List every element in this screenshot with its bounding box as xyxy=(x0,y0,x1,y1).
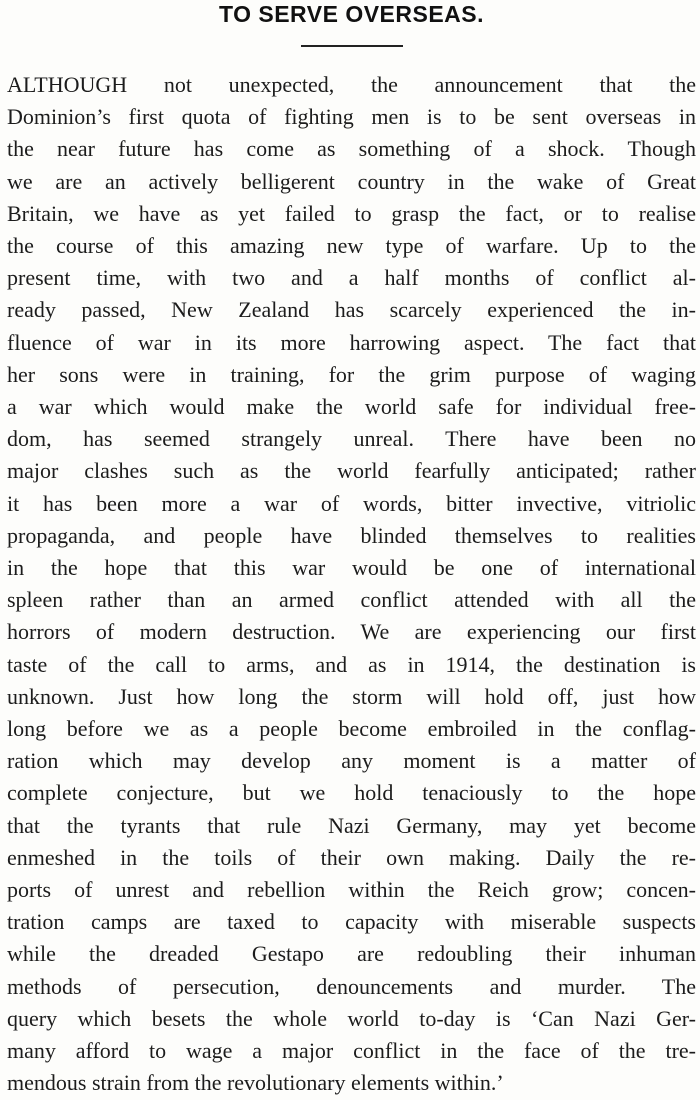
text-line: the near future has come as something of a shock. Though xyxy=(7,136,696,162)
text-line: Britain, we have as yet failed to grasp the fact, or to realise xyxy=(7,200,696,226)
text-line: mendous strain from the revolutionary elements within.’ xyxy=(7,1070,504,1096)
text-line: enmeshed in the toils of their own making. Daily the re- xyxy=(7,844,696,870)
text-line: ports of unrest and rebellion within the Reich grow; concen- xyxy=(7,877,696,903)
text-line: in the hope that this war would be one of international xyxy=(7,555,696,581)
text-line: Dominion’s first quota of fighting men is to be sent overseas in xyxy=(7,104,696,130)
text-line: query which besets the whole world to-day is ‘Can Nazi Ger- xyxy=(7,1005,696,1031)
article-paragraph xyxy=(7,69,696,1100)
text-line: complete conjecture, but we hold tenaciously to the hope xyxy=(7,780,696,806)
text-line: present time, with two and a half months of conflict al- xyxy=(7,265,696,291)
text-line: her sons were in training, for the grim purpose of waging xyxy=(7,361,696,387)
text-line: taste of the call to arms, and as in 1914, the destination is xyxy=(7,651,696,677)
text-line: spleen rather than an armed conflict attended with all the xyxy=(7,587,696,613)
headline: TO SERVE OVERSEAS. xyxy=(218,1,485,27)
text-line: long before we as a people become embroiled in the conflag- xyxy=(7,716,696,742)
text-line: the course of this amazing new type of warfare. Up to the xyxy=(7,233,696,259)
text-line: methods of persecution, denouncements and murder. The xyxy=(7,973,696,999)
text-line: fluence of war in its more harrowing aspect. The fact that xyxy=(7,329,696,355)
text-line: a war which would make the world safe for individual free- xyxy=(7,394,696,420)
text-line: ready passed, New Zealand has scarcely experienced the in- xyxy=(7,297,696,323)
text-line: many afford to wage a major conflict in the face of the tre- xyxy=(7,1038,696,1064)
text-line: we are an actively belligerent country in the wake of Great xyxy=(7,168,696,194)
text-line: major clashes such as the world fearfully anticipated; rather xyxy=(7,458,696,484)
text-line: ration which may develop any moment is a matter of xyxy=(7,748,696,774)
text-line: that the tyrants that rule Nazi Germany, may yet become xyxy=(7,812,696,838)
text-line: tration camps are taxed to capacity with miserable suspects xyxy=(7,909,696,935)
article-body xyxy=(7,69,696,1100)
headline-rule xyxy=(301,45,403,47)
text-line: propaganda, and people have blinded themselves to realities xyxy=(7,522,696,548)
text-line: it has been more a war of words, bitter invective, vitriolic xyxy=(7,490,696,516)
text-line: ALTHOUGH not unexpected, the announcement that the xyxy=(7,72,696,97)
text-line: unknown. Just how long the storm will hold off, just how xyxy=(7,683,696,709)
text-line: horrors of modern destruction. We are experiencing our first xyxy=(7,619,696,645)
text-line: dom, has seemed strangely unreal. There have been no xyxy=(7,426,696,452)
text-line: while the dreaded Gestapo are redoubling their inhuman xyxy=(7,941,696,967)
